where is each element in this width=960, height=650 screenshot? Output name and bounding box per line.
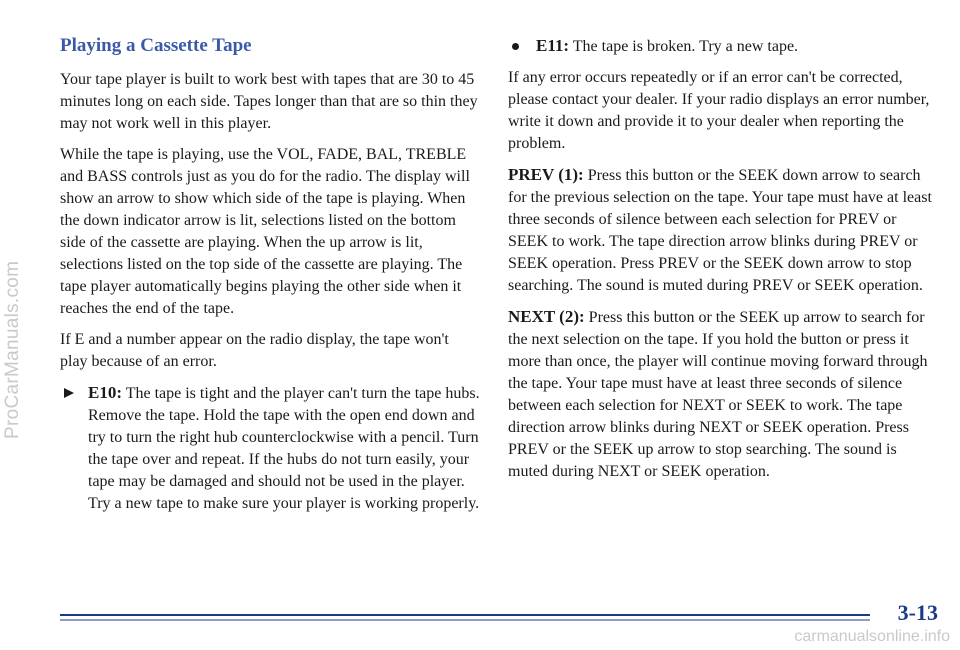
e10-label: E10:: [88, 383, 122, 402]
round-bullet-icon: [512, 43, 519, 50]
paragraph-tape-length: Your tape player is built to work best with tapes that are 30 to 45 minutes long on each side. Tapes longer than that are so thin they may not work well in this player.: [60, 71, 478, 132]
paragraph-error-intro: If E and a number appear on the radio display, the tape won't play because of an error.: [60, 331, 449, 370]
side-watermark: ProCarManuals.com: [2, 260, 23, 440]
prev-label: PREV (1):: [508, 165, 584, 184]
e11-text: The tape is broken. Try a new tape.: [569, 38, 799, 55]
e11-label: E11:: [536, 36, 570, 55]
next-text: Press this button or the SEEK up arrow to search for the next selection on the tape. If you hold the button or press it more than once, the player will continue moving forward through the tape. Your tape must have at least three seconds of silence between each selection for NEXT or SEEK to work. The tape direction arrow blinks during NEXT or SEEK operation. Press PREV or the SEEK up arrow to stop searching. The sound is muted during NEXT or SEEK operation.: [508, 309, 928, 480]
e10-text: The tape is tight and the player can't turn the tape hubs. Remove the tape. Hold the tape with the open end down and try to turn the right hub counterclockwise with a pencil. Turn the tape over and repeat. If the hubs do not turn easily, your tape may be damaged and should not be used in the player. Try a new tape to make sure your player is working properly.: [88, 385, 480, 512]
section-heading: Playing a Cassette Tape: [60, 35, 252, 56]
paragraph-dealer: If any error occurs repeatedly or if an error can't be corrected, please contact your dealer. If your radio displays an error number, write it down and provide it to your dealer when reporting the problem.: [508, 69, 930, 152]
paragraph-next: [508, 306, 933, 483]
bullet-e10: [60, 382, 480, 515]
prev-text: Press this button or the SEEK down arrow to search for the previous selection on the tape. Your tape must have at least three seconds of silence between each selection for PREV or SEEK to work. The tape direction arrow blinks during PREV or SEEK operation. Press PREV or the SEEK down arrow to stop searching. The sound is muted during PREV or SEEK operation.: [508, 167, 932, 294]
bullet-e11: [508, 35, 933, 58]
page-number: 3-13: [897, 600, 938, 625]
bottom-watermark: carmanualsonline.info: [794, 628, 950, 645]
footer-rule: [60, 612, 930, 624]
check-bullet-icon: [62, 385, 76, 408]
next-label: NEXT (2):: [508, 307, 585, 326]
left-column: [60, 35, 480, 524]
paragraph-prev: [508, 164, 933, 297]
paragraph-controls: While the tape is playing, use the VOL, FADE, BAL, TREBLE and BASS controls just as you do for the radio. The display will show an arrow to show which side of the tape is playing. When the down indicator arrow is lit, selections listed on the bottom side of the cassette are playing. When the up arrow is lit, selections listed on the top side of the cassette are playing. The tape player automatically begins playing the other side when it reaches the end of the tape.: [60, 146, 470, 317]
right-column: [508, 35, 933, 492]
